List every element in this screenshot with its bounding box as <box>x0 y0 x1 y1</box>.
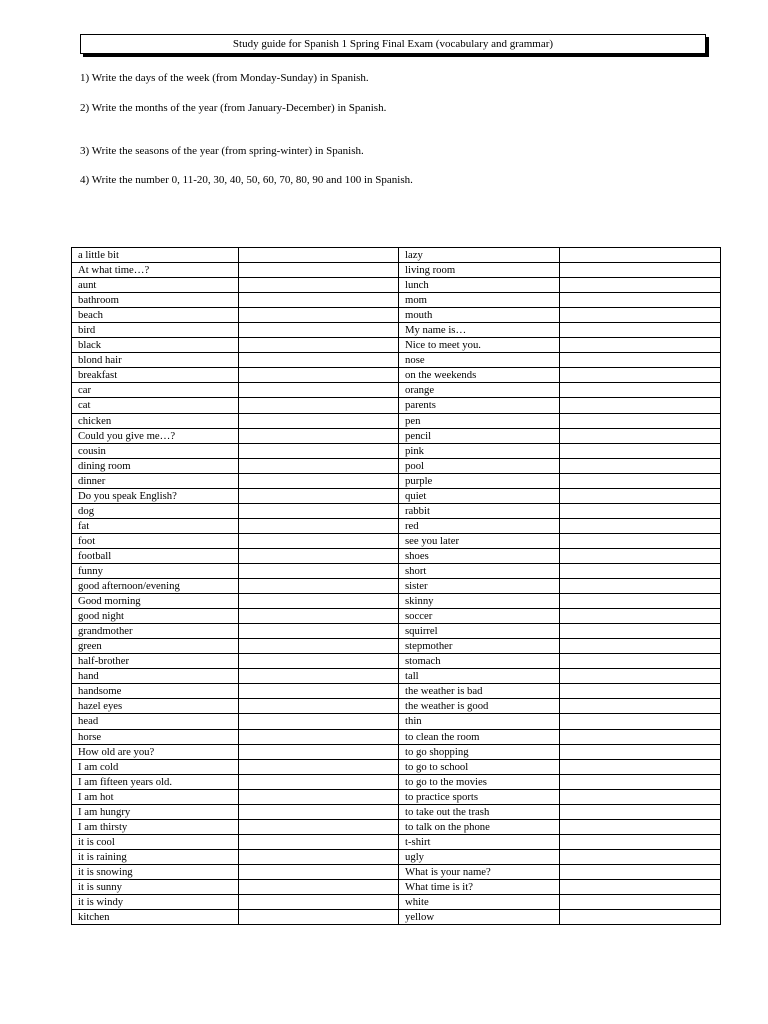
english-term: parents <box>399 398 560 413</box>
english-term: hand <box>72 669 239 684</box>
answer-cell <box>239 579 399 594</box>
answer-cell <box>239 819 399 834</box>
english-term: quiet <box>399 488 560 503</box>
english-term: lazy <box>399 248 560 263</box>
table-row <box>72 804 721 819</box>
english-term: squirrel <box>399 624 560 639</box>
answer-cell <box>239 383 399 398</box>
table-row <box>72 548 721 563</box>
answer-cell <box>560 579 721 594</box>
answer-cell <box>560 458 721 473</box>
english-term: I am thirsty <box>72 819 239 834</box>
english-term: to go to the movies <box>399 774 560 789</box>
table-row <box>72 744 721 759</box>
table-row <box>72 383 721 398</box>
english-term: head <box>72 714 239 729</box>
answer-cell <box>239 278 399 293</box>
answer-cell <box>239 864 399 879</box>
answer-cell <box>560 895 721 910</box>
answer-cell <box>239 353 399 368</box>
english-term: mouth <box>399 308 560 323</box>
answer-cell <box>239 594 399 609</box>
table-row <box>72 533 721 548</box>
answer-cell <box>560 368 721 383</box>
english-term: Could you give me…? <box>72 428 239 443</box>
english-term: breakfast <box>72 368 239 383</box>
table-row <box>72 263 721 278</box>
table-row <box>72 789 721 804</box>
answer-cell <box>560 849 721 864</box>
english-term: soccer <box>399 609 560 624</box>
table-row <box>72 594 721 609</box>
english-term: I am hot <box>72 789 239 804</box>
english-term: funny <box>72 563 239 578</box>
answer-cell <box>560 594 721 609</box>
english-term: yellow <box>399 910 560 925</box>
english-term: foot <box>72 533 239 548</box>
answer-cell <box>560 533 721 548</box>
answer-cell <box>239 443 399 458</box>
english-term: football <box>72 548 239 563</box>
english-term: to go shopping <box>399 744 560 759</box>
table-row <box>72 895 721 910</box>
answer-cell <box>239 699 399 714</box>
answer-cell <box>560 248 721 263</box>
english-term: thin <box>399 714 560 729</box>
english-term: pool <box>399 458 560 473</box>
answer-cell <box>560 428 721 443</box>
english-term: red <box>399 518 560 533</box>
answer-cell <box>560 278 721 293</box>
answer-cell <box>560 759 721 774</box>
english-term: skinny <box>399 594 560 609</box>
table-row <box>72 413 721 428</box>
english-term: t-shirt <box>399 834 560 849</box>
english-term: orange <box>399 383 560 398</box>
answer-cell <box>239 804 399 819</box>
english-term: handsome <box>72 684 239 699</box>
answer-cell <box>560 353 721 368</box>
english-term: it is cool <box>72 834 239 849</box>
english-term: purple <box>399 473 560 488</box>
answer-cell <box>560 563 721 578</box>
answer-cell <box>560 834 721 849</box>
answer-cell <box>560 609 721 624</box>
english-term: chicken <box>72 413 239 428</box>
english-term: nose <box>399 353 560 368</box>
english-term: cousin <box>72 443 239 458</box>
english-term: What is your name? <box>399 864 560 879</box>
table-row <box>72 609 721 624</box>
english-term: on the weekends <box>399 368 560 383</box>
table-row <box>72 639 721 654</box>
table-row <box>72 293 721 308</box>
answer-cell <box>560 639 721 654</box>
english-term: bathroom <box>72 293 239 308</box>
answer-cell <box>560 488 721 503</box>
english-term: Nice to meet you. <box>399 338 560 353</box>
english-term: At what time…? <box>72 263 239 278</box>
question-4: 4) Write the number 0, 11-20, 30, 40, 50, 60, 70, 80, 90 and 100 in Spanish. <box>80 174 413 186</box>
english-term: bird <box>72 323 239 338</box>
answer-cell <box>239 368 399 383</box>
answer-cell <box>560 263 721 278</box>
table-row <box>72 654 721 669</box>
table-row <box>72 699 721 714</box>
table-row <box>72 248 721 263</box>
english-term: a little bit <box>72 248 239 263</box>
table-row <box>72 368 721 383</box>
answer-cell <box>239 518 399 533</box>
english-term: it is raining <box>72 849 239 864</box>
answer-cell <box>239 624 399 639</box>
english-term: beach <box>72 308 239 323</box>
english-term: aunt <box>72 278 239 293</box>
english-term: car <box>72 383 239 398</box>
table-row <box>72 563 721 578</box>
answer-cell <box>239 503 399 518</box>
answer-cell <box>239 729 399 744</box>
table-row <box>72 729 721 744</box>
answer-cell <box>239 248 399 263</box>
english-term: What time is it? <box>399 879 560 894</box>
english-term: sister <box>399 579 560 594</box>
answer-cell <box>239 263 399 278</box>
table-row <box>72 323 721 338</box>
answer-cell <box>239 533 399 548</box>
english-term: shoes <box>399 548 560 563</box>
answer-cell <box>560 804 721 819</box>
answer-cell <box>239 759 399 774</box>
english-term: short <box>399 563 560 578</box>
english-term: I am hungry <box>72 804 239 819</box>
answer-cell <box>239 548 399 563</box>
english-term: dining room <box>72 458 239 473</box>
answer-cell <box>239 774 399 789</box>
english-term: mom <box>399 293 560 308</box>
answer-cell <box>560 699 721 714</box>
answer-cell <box>239 654 399 669</box>
answer-cell <box>239 879 399 894</box>
english-term: Do you speak English? <box>72 488 239 503</box>
english-term: the weather is good <box>399 699 560 714</box>
english-term: good night <box>72 609 239 624</box>
english-term: stepmother <box>399 639 560 654</box>
table-row <box>72 338 721 353</box>
table-row <box>72 428 721 443</box>
answer-cell <box>560 910 721 925</box>
english-term: black <box>72 338 239 353</box>
answer-cell <box>560 879 721 894</box>
answer-cell <box>560 548 721 563</box>
vocabulary-table-body <box>72 248 721 925</box>
english-term: pencil <box>399 428 560 443</box>
table-row <box>72 488 721 503</box>
answer-cell <box>560 413 721 428</box>
answer-cell <box>560 383 721 398</box>
answer-cell <box>560 473 721 488</box>
table-row <box>72 518 721 533</box>
answer-cell <box>239 338 399 353</box>
english-term: it is sunny <box>72 879 239 894</box>
answer-cell <box>239 669 399 684</box>
answer-cell <box>560 293 721 308</box>
english-term: hazel eyes <box>72 699 239 714</box>
english-term: living room <box>399 263 560 278</box>
english-term: to practice sports <box>399 789 560 804</box>
english-term: green <box>72 639 239 654</box>
vocabulary-table <box>71 247 721 925</box>
answer-cell <box>239 398 399 413</box>
english-term: I am cold <box>72 759 239 774</box>
english-term: to talk on the phone <box>399 819 560 834</box>
answer-cell <box>239 609 399 624</box>
table-row <box>72 398 721 413</box>
answer-cell <box>239 714 399 729</box>
table-row <box>72 819 721 834</box>
answer-cell <box>560 654 721 669</box>
answer-cell <box>239 308 399 323</box>
answer-cell <box>239 744 399 759</box>
english-term: My name is… <box>399 323 560 338</box>
english-term: to take out the trash <box>399 804 560 819</box>
answer-cell <box>560 774 721 789</box>
english-term: the weather is bad <box>399 684 560 699</box>
table-row <box>72 443 721 458</box>
table-row <box>72 669 721 684</box>
answer-cell <box>239 458 399 473</box>
table-row <box>72 879 721 894</box>
table-row <box>72 759 721 774</box>
table-row <box>72 579 721 594</box>
table-row <box>72 849 721 864</box>
answer-cell <box>560 308 721 323</box>
english-term: it is windy <box>72 895 239 910</box>
answer-cell <box>560 669 721 684</box>
answer-cell <box>560 819 721 834</box>
answer-cell <box>560 684 721 699</box>
question-3: 3) Write the seasons of the year (from spring-winter) in Spanish. <box>80 145 364 157</box>
english-term: pink <box>399 443 560 458</box>
answer-cell <box>239 895 399 910</box>
english-term: ugly <box>399 849 560 864</box>
table-row <box>72 774 721 789</box>
english-term: fat <box>72 518 239 533</box>
answer-cell <box>560 789 721 804</box>
table-row <box>72 910 721 925</box>
answer-cell <box>560 398 721 413</box>
answer-cell <box>239 849 399 864</box>
answer-cell <box>560 518 721 533</box>
answer-cell <box>239 834 399 849</box>
answer-cell <box>560 624 721 639</box>
page-title: Study guide for Spanish 1 Spring Final Exam (vocabulary and grammar) <box>80 34 706 54</box>
english-term: cat <box>72 398 239 413</box>
table-row <box>72 714 721 729</box>
english-term: I am fifteen years old. <box>72 774 239 789</box>
english-term: dinner <box>72 473 239 488</box>
answer-cell <box>560 338 721 353</box>
english-term: kitchen <box>72 910 239 925</box>
english-term: blond hair <box>72 353 239 368</box>
answer-cell <box>239 639 399 654</box>
english-term: to clean the room <box>399 729 560 744</box>
english-term: lunch <box>399 278 560 293</box>
english-term: half-brother <box>72 654 239 669</box>
question-2: 2) Write the months of the year (from January-December) in Spanish. <box>80 102 387 114</box>
answer-cell <box>560 714 721 729</box>
answer-cell <box>239 323 399 338</box>
answer-cell <box>239 293 399 308</box>
table-row <box>72 503 721 518</box>
english-term: good afternoon/evening <box>72 579 239 594</box>
answer-cell <box>239 563 399 578</box>
english-term: to go to school <box>399 759 560 774</box>
english-term: see you later <box>399 533 560 548</box>
english-term: tall <box>399 669 560 684</box>
answer-cell <box>239 910 399 925</box>
table-row <box>72 834 721 849</box>
answer-cell <box>239 789 399 804</box>
answer-cell <box>560 503 721 518</box>
answer-cell <box>560 864 721 879</box>
english-term: pen <box>399 413 560 428</box>
english-term: dog <box>72 503 239 518</box>
english-term: stomach <box>399 654 560 669</box>
table-row <box>72 278 721 293</box>
answer-cell <box>239 488 399 503</box>
answer-cell <box>239 428 399 443</box>
table-row <box>72 624 721 639</box>
english-term: rabbit <box>399 503 560 518</box>
answer-cell <box>560 443 721 458</box>
english-term: it is snowing <box>72 864 239 879</box>
answer-cell <box>560 729 721 744</box>
table-row <box>72 684 721 699</box>
answer-cell <box>239 684 399 699</box>
english-term: white <box>399 895 560 910</box>
answer-cell <box>560 744 721 759</box>
answer-cell <box>560 323 721 338</box>
question-1: 1) Write the days of the week (from Monday-Sunday) in Spanish. <box>80 72 369 84</box>
table-row <box>72 308 721 323</box>
english-term: grandmother <box>72 624 239 639</box>
answer-cell <box>239 413 399 428</box>
table-row <box>72 458 721 473</box>
table-row <box>72 864 721 879</box>
english-term: Good morning <box>72 594 239 609</box>
table-row <box>72 353 721 368</box>
english-term: How old are you? <box>72 744 239 759</box>
table-row <box>72 473 721 488</box>
answer-cell <box>239 473 399 488</box>
english-term: horse <box>72 729 239 744</box>
